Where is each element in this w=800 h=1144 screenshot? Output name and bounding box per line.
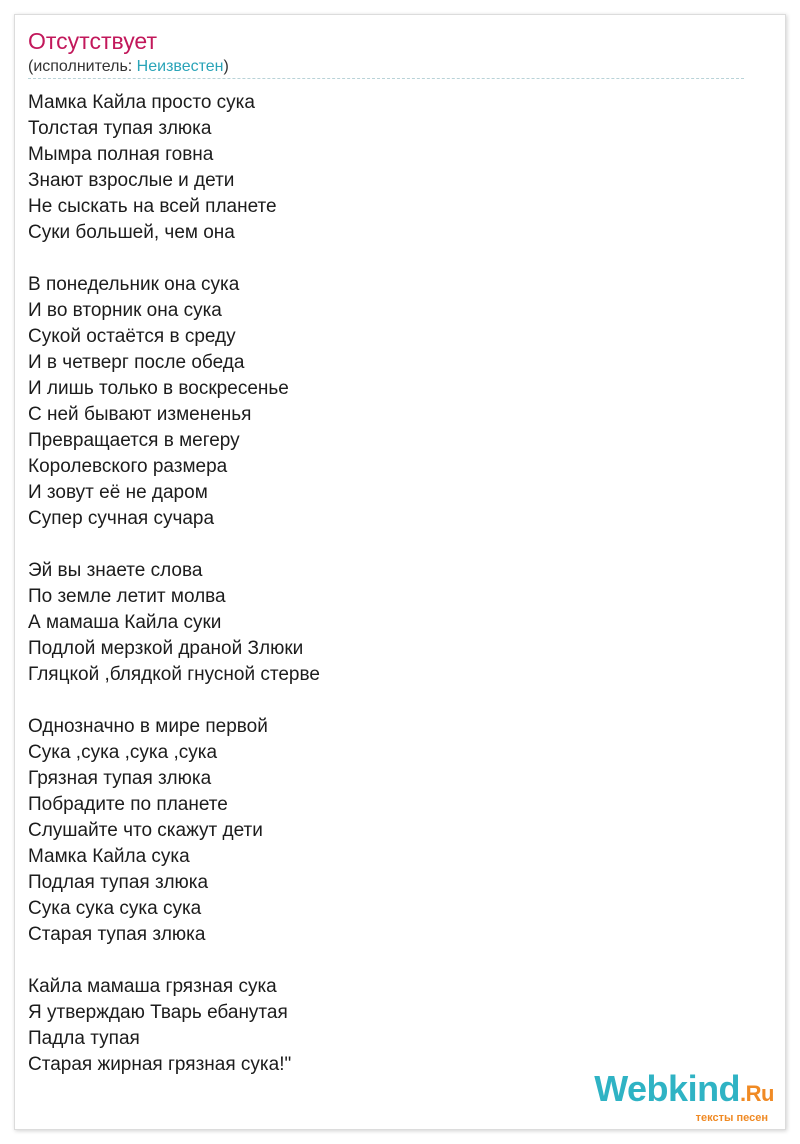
lyrics-stanza bbox=[28, 558, 748, 688]
lyric-line: Падла тупая bbox=[28, 1028, 140, 1049]
lyric-line: И зовут её не даром bbox=[28, 482, 208, 503]
lyrics-stanza bbox=[28, 272, 748, 532]
lyric-line: Мымра полная говна bbox=[28, 144, 214, 165]
lyric-line: Мамка Кайла сука bbox=[28, 846, 190, 867]
lyric-line: Сука сука сука сука bbox=[28, 898, 202, 919]
lyric-line: Я утверждаю Тварь ебанутая bbox=[28, 1002, 288, 1023]
lyric-line: Знают взрослые и дети bbox=[28, 170, 235, 191]
lyric-line: В понедельник она сука bbox=[28, 274, 240, 295]
lyric-line: Превращается в мегеру bbox=[28, 430, 240, 451]
lyric-line: Не сыскать на всей планете bbox=[28, 196, 277, 217]
lyrics-stanza bbox=[28, 90, 748, 246]
lyrics-body bbox=[28, 90, 748, 1104]
lyric-line: Побрадите по планете bbox=[28, 794, 228, 815]
lyric-line: Эй вы знаете слова bbox=[28, 560, 203, 581]
song-title: Отсутствует bbox=[28, 28, 157, 54]
lyrics-stanza bbox=[28, 714, 748, 948]
lyric-line: И во вторник она сука bbox=[28, 300, 222, 321]
artist-link[interactable]: Неизвестен bbox=[136, 58, 224, 75]
lyric-line: По земле летит молва bbox=[28, 586, 226, 607]
artist-line bbox=[28, 58, 229, 76]
artist-suffix: ) bbox=[223, 58, 229, 75]
lyric-line: Толстая тупая злюка bbox=[28, 118, 212, 139]
lyrics-stanza bbox=[28, 974, 748, 1078]
lyric-line: Сукой остаётся в среду bbox=[28, 326, 236, 347]
logo-tagline: тексты песен bbox=[695, 1112, 768, 1124]
lyric-line: Мамка Кайла просто сука bbox=[28, 92, 255, 113]
logo-tld: .Ru bbox=[740, 1081, 774, 1106]
lyric-line: Грязная тупая злюка bbox=[28, 768, 212, 789]
lyric-line: Суки большей, чем она bbox=[28, 222, 235, 243]
lyric-line: Сука ,сука ,сука ,сука bbox=[28, 742, 218, 763]
lyric-line: Подлая тупая злюка bbox=[28, 872, 209, 893]
lyric-line: Слушайте что скажут дети bbox=[28, 820, 263, 841]
lyric-line: И в четверг после обеда bbox=[28, 352, 245, 373]
lyric-line: С ней бывают измененья bbox=[28, 404, 252, 425]
lyric-line: Кайла мамаша грязная сука bbox=[28, 976, 277, 997]
logo-name: Webkind bbox=[594, 1068, 741, 1109]
logo-wordmark bbox=[594, 1068, 774, 1110]
site-logo[interactable] bbox=[574, 1066, 774, 1126]
lyric-line: Гляцкой ,блядкой гнусной стерве bbox=[28, 664, 320, 685]
lyric-line: И лишь только в воскресенье bbox=[28, 378, 289, 399]
lyric-line: Старая жирная грязная сука!" bbox=[28, 1054, 292, 1075]
lyric-line: Супер сучная сучара bbox=[28, 508, 215, 529]
lyric-line: Однозначно в мире первой bbox=[28, 716, 268, 737]
header-divider bbox=[28, 78, 744, 79]
lyric-line: Старая тупая злюка bbox=[28, 924, 206, 945]
artist-prefix: (исполнитель: bbox=[28, 58, 137, 75]
lyric-line: А мамаша Кайла суки bbox=[28, 612, 222, 633]
lyric-line: Подлой мерзкой драной Злюки bbox=[28, 638, 304, 659]
lyric-line: Королевского размера bbox=[28, 456, 228, 477]
